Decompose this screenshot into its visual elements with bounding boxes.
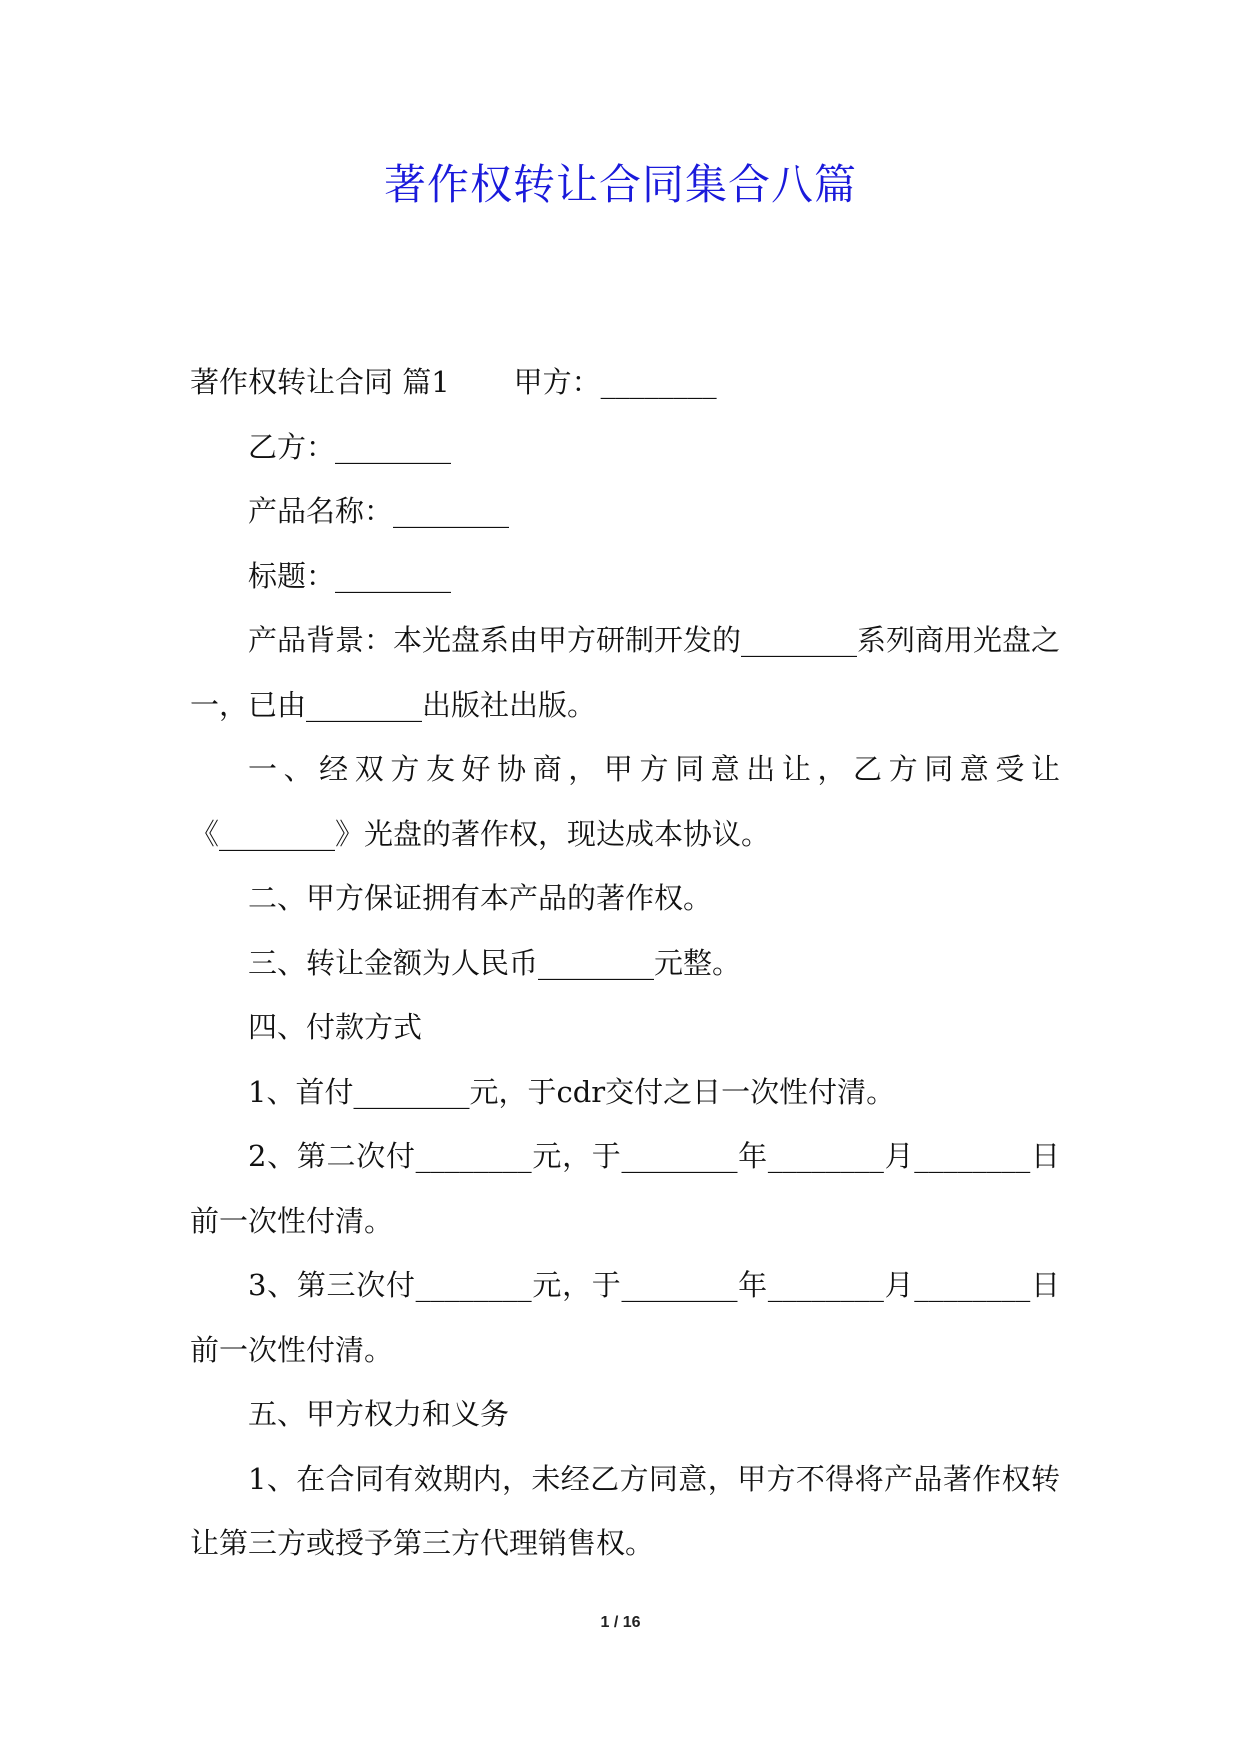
payment-item-2: 2、第二次付________元，于________年________月________日前一次性付清。 — [190, 1139, 1060, 1238]
document-body — [190, 350, 1060, 1576]
first-line — [190, 350, 1060, 415]
product-name-line: 产品名称：________ — [248, 494, 510, 528]
clause-1-paragraph: 一、经双方友好协商，甲方同意出让，乙方同意受让《________》光盘的著作权，现达成本协议。 — [190, 752, 1060, 851]
clause-5-heading: 五、甲方权力和义务 — [248, 1397, 510, 1431]
clause-3-paragraph: 三、转让金额为人民币________元整。 — [248, 945, 742, 980]
product-background-paragraph: 产品背景：本光盘系由甲方研制开发的________系列商用光盘之一，已由________出版社出版。 — [190, 623, 1061, 722]
clause-4-heading: 四、付款方式 — [248, 1010, 423, 1044]
clause-2-paragraph: 二、甲方保证拥有本产品的著作权。 — [248, 881, 713, 915]
party-a-duty-1: 1、在合同有效期内，未经乙方同意，甲方不得将产品著作权转让第三方或授予第三方代理销售权。 — [190, 1461, 1060, 1560]
party-a-line: 甲方：________ — [513, 365, 717, 399]
document-title: 著作权转让合同集合八篇 — [383, 160, 857, 209]
section-heading: 著作权转让合同 篇1 — [190, 365, 450, 399]
page-number: 1 / 16 — [600, 1614, 641, 1631]
party-b-line: 乙方：________ — [248, 429, 452, 464]
payment-item-1: 1、首付________元，于cdr交付之日一次性付清。 — [248, 1074, 896, 1109]
payment-item-3: 3、第三次付________元，于________年________月________日前一次性付清。 — [190, 1268, 1060, 1367]
subject-line: 标题：________ — [248, 558, 452, 593]
